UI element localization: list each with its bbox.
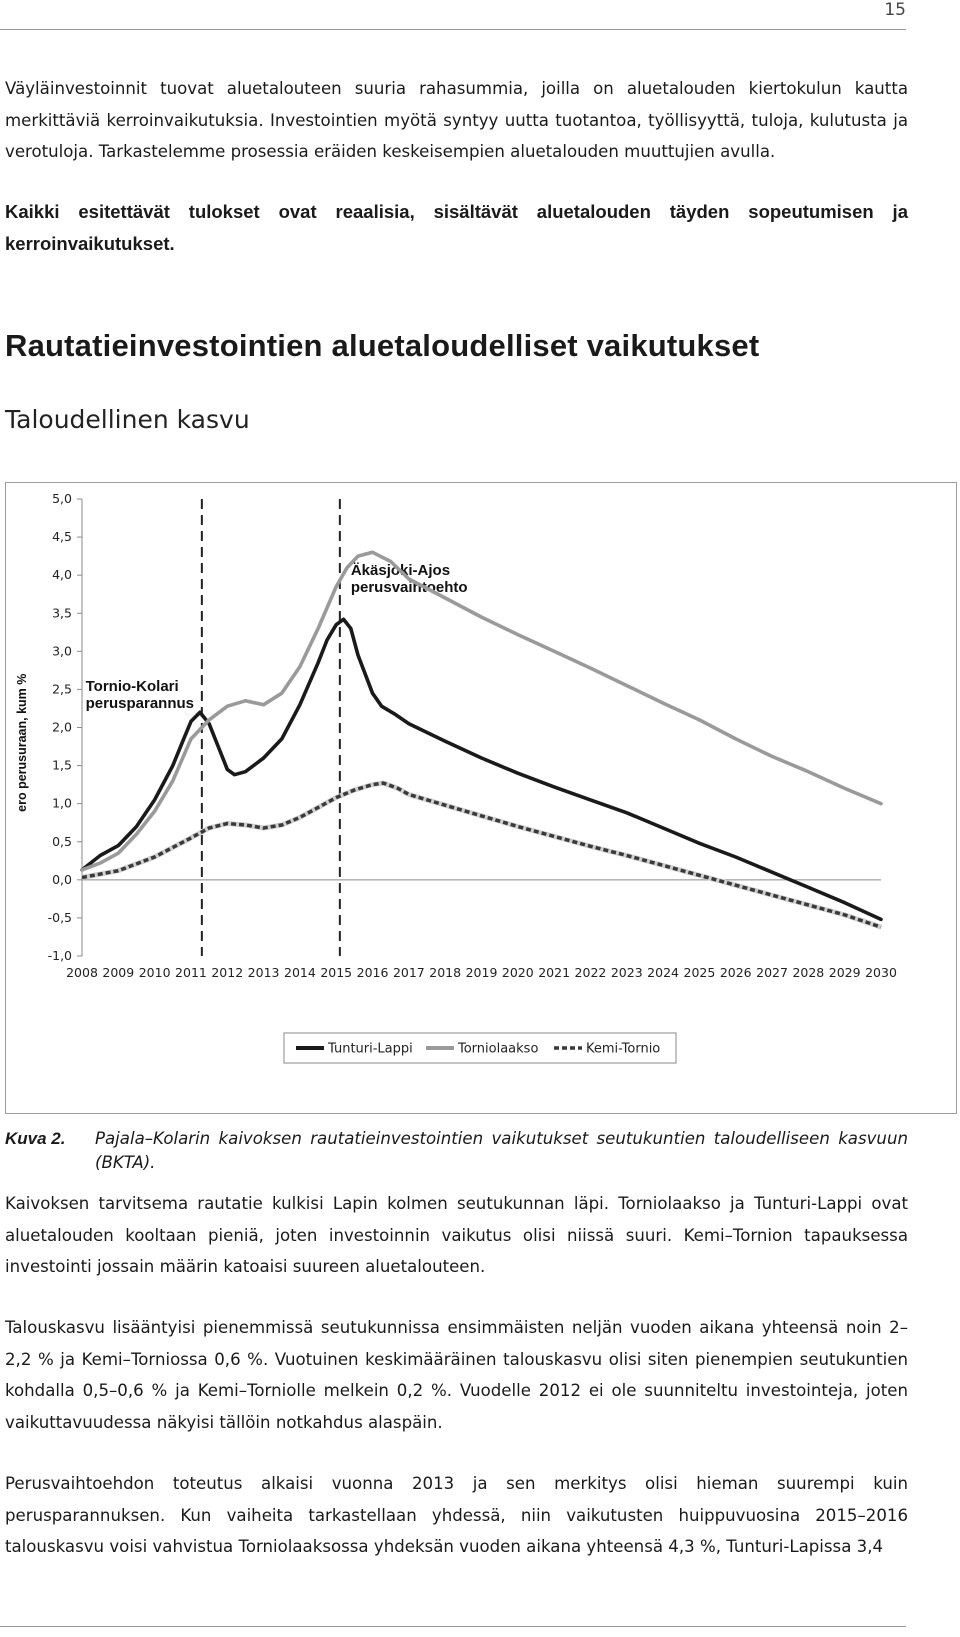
x-tick-label: 2023: [610, 965, 643, 980]
y-axis-label: ero perusuraan, kum %: [15, 673, 29, 812]
growth-chart: [6, 483, 956, 1113]
y-tick-label: 1,0: [52, 795, 72, 811]
phase-annotation-label: Äkäsjoki-Ajos: [350, 562, 451, 580]
y-tick-label: 4,5: [52, 529, 72, 545]
x-tick-label: 2017: [392, 965, 425, 980]
y-tick-label: 2,0: [52, 719, 72, 735]
y-tick-label: -0,5: [47, 909, 72, 925]
paragraph-region: Kaivoksen tarvitsema rautatie kulkisi Lapin kolmen seutukunnan läpi. Torniolaakso ja Tunturi-Lappi ovat aluetalouden kooltaan pieniä, joten investoinnin vaikutus olisi niissä suuri. Kemi–Tornion tapauksessa investointi jossain määrin katoaisi suureen aluetalouteen.: [5, 1194, 908, 1276]
y-tick-label: 1,5: [52, 757, 72, 773]
x-tick-label: 2010: [138, 965, 171, 980]
phase-annotation-label: perusvaihtoehto: [350, 579, 468, 597]
intro-paragraph: Väyläinvestoinnit tuovat aluetalouteen suuria rahasummia, joilla on aluetalouden kiertokulun kautta merkittäviä kerroinvaikutuksia. Investointien myötä syntyy uutta tuotantoa, työllisyyttä, tuloja, kulutusta ja verotuloja. Tarkastelemme prosessia eräiden keskeisempien aluetalouden muuttujien avulla.: [5, 79, 908, 161]
y-tick-label: 2,5: [52, 681, 72, 697]
subsection-heading: Taloudellinen kasvu: [5, 405, 250, 434]
header-rule: [0, 29, 906, 30]
paragraph-base-option: Perusvaihtoehdon toteutus alkaisi vuonna 2013 ja sen merkitys olisi hieman suurempi kuin perusparannuksen. Kun vaiheita tarkastellaan yhdessä, niin vaikutusten huippuvuosina 2015–2016 talouskasvu voisi vahvistua Torniolaaksossa yhdeksän vuoden aikana yhteensä 4,3 %, Tunturi-Lapissa 3,4: [5, 1474, 908, 1556]
legend-label: Torniolaakso: [458, 1041, 539, 1057]
x-tick-label: 2024: [647, 965, 679, 980]
results-statement: Kaikki esitettävät tulokset ovat reaalisia, sisältävät aluetalouden täyden sopeutumisen ja kerroinvaikutukset.: [5, 201, 908, 254]
x-tick-label: 2009: [102, 965, 135, 980]
x-tick-label: 2008: [66, 965, 98, 980]
x-tick-label: 2011: [175, 965, 207, 980]
x-tick-label: 2013: [247, 965, 280, 980]
paragraph-growth: Talouskasvu lisääntyisi pienemmissä seutukunnissa ensimmäisten neljän vuoden aikana yhteensä noin 2–2,2 % ja Kemi–Torniossa 0,6 %. Vuotuinen keskimääräinen talouskasvu olisi siten pienempien seutukuntien kohdalla 0,5–0,6 % ja Kemi–Torniolle melkein 0,2 %. Vuodelle 2012 ei ole suunniteltu investointeja, joten vaikuttavuudessa näkyisi tällöin notkahdus alaspäin.: [5, 1318, 908, 1432]
x-tick-label: 2026: [719, 965, 752, 980]
y-tick-label: -1,0: [47, 948, 72, 963]
x-tick-label: 2021: [538, 965, 571, 980]
x-tick-label: 2018: [429, 965, 462, 980]
phase-annotation-label: Tornio-Kolari: [85, 677, 179, 695]
x-tick-label: 2029: [828, 965, 861, 980]
x-tick-label: 2015: [320, 965, 353, 980]
legend-label: Kemi-Tornio: [586, 1041, 661, 1057]
y-tick-label: 0,5: [52, 833, 72, 849]
x-tick-label: 2030: [865, 965, 897, 980]
x-tick-label: 2014: [284, 965, 316, 980]
phase-annotation-label: perusparannus: [85, 694, 195, 712]
section-heading: Rautatieinvestointien aluetaloudelliset vaikutukset: [5, 328, 760, 363]
y-tick-label: 4,0: [52, 567, 72, 583]
x-tick-label: 2019: [465, 965, 498, 980]
page-number: 15: [884, 0, 906, 20]
x-tick-label: 2020: [501, 965, 534, 980]
footer-rule: [0, 1626, 906, 1627]
y-tick-label: 0,0: [52, 871, 72, 887]
x-tick-label: 2027: [756, 965, 788, 980]
caption-text: Pajala–Kolarin kaivoksen rautatieinvestointien vaikutukset seutukuntien taloudelliseen kasvuun (BKTA).: [95, 1129, 908, 1172]
x-tick-label: 2016: [356, 965, 389, 980]
x-tick-label: 2012: [211, 965, 244, 980]
x-tick-label: 2022: [574, 965, 607, 980]
caption-label: Kuva 2.: [5, 1129, 66, 1148]
legend-label: Tunturi-Lappi: [328, 1041, 413, 1057]
x-tick-label: 2028: [792, 965, 825, 980]
y-tick-label: 3,0: [52, 643, 72, 659]
y-tick-label: 3,5: [52, 605, 72, 621]
chart-frame: [5, 482, 957, 1114]
y-tick-label: 5,0: [52, 491, 72, 506]
x-tick-label: 2025: [683, 965, 716, 980]
